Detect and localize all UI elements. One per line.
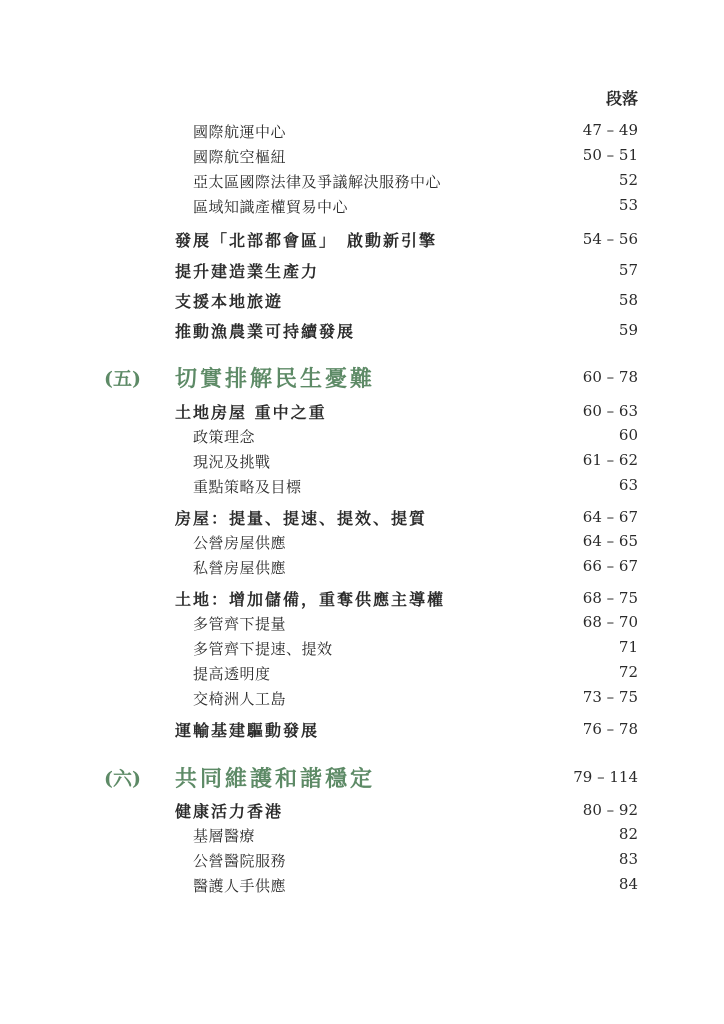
toc-entry-title: 推動漁農業可持續發展 (175, 322, 356, 341)
toc-entry-title: 健康活力香港 (175, 802, 284, 821)
toc-entry-title: 醫護人手供應 (193, 877, 287, 895)
toc-entry-paragraphs: 59 (618, 321, 638, 339)
toc-entry-title: 運輸基建驅動發展 (175, 721, 320, 740)
toc-entry-title: 基層醫療 (193, 827, 256, 845)
toc-entry-paragraphs: 57 (618, 261, 638, 279)
toc-subentry (0, 822, 724, 846)
toc-entry-title: 亞太區國際法律及爭議解決服務中心 (193, 173, 442, 191)
toc-heading-entry (0, 716, 724, 740)
toc-entry-paragraphs: 76 – 78 (582, 720, 638, 738)
toc-entry-paragraphs: 64 – 67 (582, 508, 638, 526)
toc-entry-title: 土地房屋 重中之重 (175, 403, 327, 422)
toc-heading-entry (0, 398, 724, 422)
toc-heading-entry (0, 226, 724, 250)
toc-section-entry (0, 764, 724, 792)
toc-heading-entry (0, 797, 724, 821)
toc-entry-title: 交椅洲人工島 (193, 690, 287, 708)
toc-entry-paragraphs: 53 (618, 196, 638, 214)
toc-entry-paragraphs: 50 – 51 (582, 146, 638, 164)
toc-subentry (0, 660, 724, 684)
toc-subentry (0, 193, 724, 217)
toc-entry-paragraphs: 79 – 114 (573, 768, 638, 786)
toc-entry-paragraphs: 61 – 62 (582, 451, 638, 469)
toc-entry-paragraphs: 68 – 75 (582, 589, 638, 607)
toc-heading-entry (0, 287, 724, 311)
section-number: (五) (104, 368, 141, 390)
toc-entry-paragraphs: 66 – 67 (582, 557, 638, 575)
toc-entry-paragraphs: 52 (618, 171, 638, 189)
toc-subentry (0, 448, 724, 472)
toc-entry-paragraphs: 83 (618, 850, 638, 868)
toc-entry-title: 公營醫院服務 (193, 852, 287, 870)
toc-entry-title: 支援本地旅遊 (175, 292, 284, 311)
section-number: (六) (104, 768, 141, 790)
toc-entry-title: 區域知識產權貿易中心 (193, 198, 349, 216)
toc-entry-title: 公營房屋供應 (193, 534, 287, 552)
toc-entry-paragraphs: 68 – 70 (582, 613, 638, 631)
toc-heading-entry (0, 257, 724, 281)
toc-subentry (0, 168, 724, 192)
toc-entry-paragraphs: 60 (618, 426, 638, 444)
toc-entry-paragraphs: 58 (618, 291, 638, 309)
toc-entry-title: 國際航空樞紐 (193, 148, 287, 166)
toc-entry-title: 共同維護和諧穩定 (175, 766, 376, 792)
paragraph-column-header: 段落 (605, 89, 638, 108)
toc-entry-paragraphs: 63 (618, 476, 638, 494)
toc-entry-paragraphs: 73 – 75 (582, 688, 638, 706)
toc-entry-title: 提高透明度 (193, 665, 271, 683)
toc-heading-entry (0, 317, 724, 341)
toc-entry-title: 重點策略及目標 (193, 478, 302, 496)
toc-entry-title: 提升建造業生產力 (175, 262, 320, 281)
toc-entry-paragraphs: 84 (618, 875, 638, 893)
toc-subentry (0, 529, 724, 553)
toc-heading-entry (0, 585, 724, 609)
toc-entry-title: 國際航運中心 (193, 123, 287, 141)
toc-subentry (0, 872, 724, 896)
toc-entry-paragraphs: 64 – 65 (582, 532, 638, 550)
toc-subentry (0, 554, 724, 578)
toc-entry-paragraphs: 72 (618, 663, 638, 681)
toc-entry-paragraphs: 60 – 78 (582, 368, 638, 386)
toc-subentry (0, 423, 724, 447)
toc-subentry (0, 118, 724, 142)
toc-subentry (0, 635, 724, 659)
toc-entry-title: 土地：增加儲備，重奪供應主導權 (175, 590, 446, 609)
toc-subentry (0, 847, 724, 871)
toc-entry-title: 現況及挑戰 (193, 453, 271, 471)
toc-entry-title: 多管齊下提速、提效 (193, 640, 333, 658)
toc-entry-paragraphs: 60 – 63 (582, 402, 638, 420)
toc-entry-title: 房屋：提量、提速、提效、提質 (175, 509, 428, 528)
toc-entry-paragraphs: 71 (618, 638, 638, 656)
toc-heading-entry (0, 504, 724, 528)
toc-subentry (0, 143, 724, 167)
toc-entry-paragraphs: 82 (618, 825, 638, 843)
toc-section-entry (0, 364, 724, 392)
toc-entry-title: 私營房屋供應 (193, 559, 287, 577)
toc-subentry (0, 473, 724, 497)
toc-subentry (0, 610, 724, 634)
toc-entry-title: 發展「北部都會區」 啟動新引擎 (175, 231, 438, 250)
toc-subentry (0, 685, 724, 709)
toc-entry-title: 政策理念 (193, 428, 256, 446)
toc-entry-paragraphs: 54 – 56 (582, 230, 638, 248)
toc-entry-paragraphs: 47 – 49 (582, 121, 638, 139)
toc-entry-paragraphs: 80 – 92 (582, 801, 638, 819)
toc-entry-title: 切實排解民生憂難 (175, 366, 376, 392)
toc-entry-title: 多管齊下提量 (193, 615, 287, 633)
